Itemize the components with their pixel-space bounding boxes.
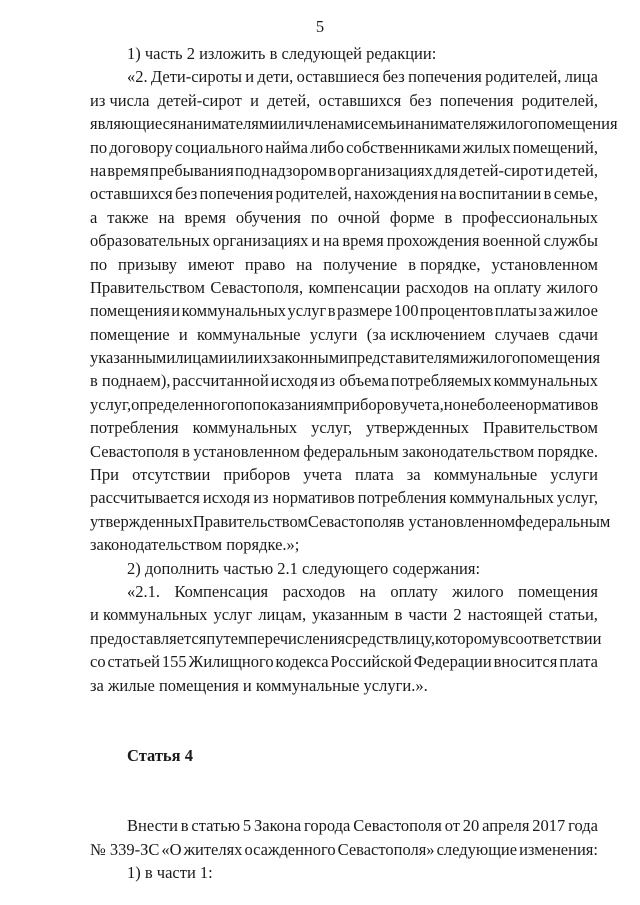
text-line (90, 299, 598, 322)
word: договору (109, 137, 173, 157)
word: образовательных (90, 231, 210, 251)
word: дополнить (144, 558, 220, 578)
word: или (278, 114, 305, 134)
word: детей, (554, 160, 598, 180)
word: города (304, 816, 351, 836)
word: статьи, (548, 605, 598, 625)
word: в (328, 160, 337, 180)
word: 2017 (532, 816, 566, 836)
word: на (296, 254, 313, 274)
word: в установленном (396, 511, 516, 531)
word: попечения (408, 67, 482, 87)
word: помещение (90, 324, 170, 344)
word: часть (144, 44, 183, 63)
word: и (245, 67, 255, 87)
word: размере (337, 301, 393, 321)
word: оставшихся (318, 90, 402, 110)
word: 1: (199, 863, 213, 883)
text-line (90, 861, 598, 884)
word: в порядке, (408, 254, 481, 274)
word: 1) (127, 44, 141, 63)
word: коммунальных (181, 301, 287, 321)
word: организациях (212, 231, 309, 251)
word: в (543, 184, 552, 204)
word: Севастополя (90, 441, 179, 461)
word: семьи (363, 114, 406, 134)
word: определенного (131, 394, 236, 414)
text-line (90, 838, 598, 861)
word: без (382, 67, 405, 87)
word: лицами (175, 348, 228, 368)
word: учета, (400, 394, 444, 414)
word: 4 (184, 745, 193, 765)
word: детей-сирот (157, 90, 242, 110)
word: лицу, (398, 628, 436, 648)
word: услуги (309, 324, 358, 344)
word: Федерации (413, 652, 492, 672)
word: членами (304, 114, 364, 134)
word: приборов (223, 465, 291, 485)
word: порядке.»; (226, 535, 300, 555)
word: Закона (254, 816, 302, 836)
word: также (107, 207, 149, 227)
word: нанимателями (177, 114, 279, 134)
word: указанными (90, 348, 176, 368)
word: родителей, (485, 67, 562, 87)
word: нанимателя (405, 114, 487, 134)
word: без (409, 90, 432, 110)
word: статьей (107, 652, 160, 672)
word: федеральным (303, 441, 399, 461)
word: по (90, 254, 108, 274)
word: следующие (436, 839, 518, 859)
word: жилого (452, 581, 504, 601)
word: либо (310, 137, 344, 157)
word: оплату (390, 581, 438, 601)
word: попечения (199, 184, 274, 204)
text-line (90, 486, 598, 509)
word: приборов (334, 394, 401, 414)
word: за (406, 465, 421, 485)
word: части (408, 605, 448, 625)
word: представителями (348, 348, 469, 368)
text-line (90, 112, 618, 135)
word: Правительством (90, 277, 205, 297)
word: жилого (468, 348, 521, 368)
text-line (90, 533, 598, 556)
text-line (90, 463, 598, 486)
text-line (90, 229, 598, 252)
word: коммунальных (449, 488, 554, 508)
word: не (460, 394, 477, 414)
word: на оплату (473, 277, 542, 297)
word: на (323, 231, 340, 251)
word: в поднаем), (90, 371, 171, 391)
word: жилое (553, 301, 598, 321)
word: показаниям (252, 394, 335, 414)
word: учета (303, 465, 342, 485)
word: расходов (405, 277, 469, 297)
word: кодекса (275, 652, 329, 672)
word: исходя (202, 488, 251, 508)
word: пребывания (149, 160, 234, 180)
word: Севастополя, (210, 277, 304, 297)
word: порядке. (537, 441, 598, 461)
word: «О (161, 839, 182, 859)
word: 2) (127, 558, 141, 578)
word: услуг (213, 605, 253, 625)
word: нормативов (516, 394, 599, 414)
text-line (90, 253, 598, 276)
word: исходя (270, 371, 318, 391)
text-line (90, 136, 598, 159)
word: изложить (199, 44, 266, 63)
word: коммунальные (255, 675, 360, 695)
word: и (242, 675, 252, 695)
word: помещения (537, 114, 618, 134)
word: При (90, 465, 119, 485)
word: очной (337, 207, 380, 227)
word: услуг (287, 301, 327, 321)
word: путем (206, 628, 249, 648)
word: Статья (127, 745, 181, 765)
word: следующей (281, 44, 362, 63)
word: коммунальные (196, 324, 301, 344)
word: время (184, 207, 226, 227)
word: а (90, 207, 98, 227)
text-line (90, 557, 598, 580)
word: военной (482, 231, 541, 251)
word: утвержденных (366, 418, 470, 438)
word: перечисления (248, 628, 345, 648)
word: но (443, 394, 461, 414)
text-line (90, 159, 598, 182)
word: на (158, 207, 175, 227)
word: 20 (462, 816, 480, 836)
word: социального (175, 137, 264, 157)
word: в (180, 816, 189, 836)
word: предоставляется (90, 628, 207, 648)
word: на (440, 184, 457, 204)
word: для (434, 160, 459, 180)
word: службы (543, 231, 598, 251)
paragraph-gap (90, 767, 598, 814)
section-heading (90, 744, 598, 767)
word: следующего (302, 558, 389, 578)
word: лица (564, 67, 598, 87)
text-line (90, 346, 601, 369)
word: помещений, (512, 137, 598, 157)
word: установленном (193, 441, 300, 461)
word: и (171, 301, 181, 321)
text-line (90, 65, 598, 88)
word: время (107, 160, 149, 180)
word: которому (435, 628, 501, 648)
word: редакции: (366, 44, 437, 63)
word: по (235, 394, 253, 414)
word: из числа (90, 90, 150, 110)
word: помещения (158, 675, 239, 695)
word: оставшиеся (296, 67, 380, 87)
page-number: 5 (315, 17, 325, 36)
word: федеральным (515, 511, 611, 531)
word: сдачи (558, 324, 598, 344)
word: в (444, 207, 453, 227)
word: прохождения (386, 231, 480, 251)
word: изменения: (519, 839, 598, 859)
word: Правительством (483, 418, 598, 438)
word: соответствии (508, 628, 602, 648)
word: без (175, 184, 198, 204)
word: обучения (235, 207, 301, 227)
word: случаев (494, 324, 550, 344)
word: содержания: (392, 558, 481, 578)
word: Российской (330, 652, 412, 672)
word: коммунальных (192, 418, 298, 438)
word: потребления (90, 418, 179, 438)
word: или (227, 348, 254, 368)
word: по (90, 137, 108, 157)
text-line (90, 674, 598, 697)
word: коммунальных (493, 371, 598, 391)
word: в (144, 863, 153, 883)
word: 155 (161, 652, 187, 672)
word: услуг, (311, 418, 353, 438)
word: услуг, (90, 394, 132, 414)
word: потребления (357, 488, 447, 508)
word: (за исключением (366, 324, 486, 344)
word: потребляемых (390, 371, 492, 391)
text-line (90, 323, 598, 346)
text-line (90, 580, 598, 603)
word: надзором (261, 160, 328, 180)
word: жилых (462, 137, 511, 157)
word: помещения (90, 301, 170, 321)
word: в (269, 44, 278, 63)
word: жилого (546, 277, 598, 297)
word: указанным (312, 605, 389, 625)
text-line (90, 603, 598, 626)
word: части (156, 863, 196, 883)
word: платы (494, 301, 537, 321)
word: более (476, 394, 517, 414)
word: «2. (127, 67, 148, 87)
word: воспитании (458, 184, 542, 204)
word: законодательством (402, 441, 535, 461)
word: родителей, (521, 90, 598, 110)
word: Севастополя (353, 816, 442, 836)
word: процентов (419, 301, 494, 321)
word: услуги (550, 465, 598, 485)
word: от (444, 816, 460, 836)
text-line (90, 369, 598, 392)
document-body (90, 42, 618, 885)
word: время (342, 231, 384, 251)
word: за (538, 301, 553, 321)
word: настоящей (467, 605, 543, 625)
word: право (244, 254, 286, 274)
word: компенсации (308, 277, 401, 297)
word: установленном (491, 254, 598, 274)
word: и (544, 160, 554, 180)
paragraph-gap (90, 697, 598, 744)
word: найма (265, 137, 309, 157)
word: осажденного (244, 839, 336, 859)
word: 2 (453, 605, 462, 625)
word: услуги.». (363, 675, 428, 695)
word: под (235, 160, 261, 180)
word: плата (354, 465, 394, 485)
word: и (311, 231, 321, 251)
word: со (90, 652, 106, 672)
text-line (90, 814, 598, 837)
word: призыву (118, 254, 178, 274)
word: года (568, 816, 598, 836)
word: попечения (439, 90, 514, 110)
word: жителях (183, 839, 243, 859)
word: лицам, (258, 605, 307, 625)
word: в (394, 605, 403, 625)
word: являющиеся (90, 114, 178, 134)
word: 100 (393, 301, 419, 321)
word: частью (223, 558, 274, 578)
word: в (327, 301, 336, 321)
word: на (90, 160, 107, 180)
word: и коммунальных (90, 605, 208, 625)
word: организациях (337, 160, 433, 180)
word: родителей, (275, 184, 352, 204)
word: получение (323, 254, 398, 274)
word: законными (270, 348, 348, 368)
word: детей-сирот (459, 160, 544, 180)
word: из нормативов (253, 488, 355, 508)
text-line (90, 510, 611, 533)
word: 2 (186, 44, 195, 63)
word: жилого (486, 114, 538, 134)
word: Севастополя» (337, 839, 435, 859)
word: отсутствии (132, 465, 211, 485)
word: детей, (267, 90, 311, 110)
word: дети, (257, 67, 294, 87)
word: собственниками (346, 137, 461, 157)
word: в (182, 441, 190, 461)
text-line (90, 206, 598, 229)
word: оставшихся (90, 184, 173, 204)
word: вносится (493, 652, 558, 672)
word: Жилищного (188, 652, 274, 672)
word: имеют (188, 254, 234, 274)
text-line (90, 440, 598, 463)
word: их (253, 348, 271, 368)
text-line (90, 42, 598, 65)
word: помещения (520, 348, 601, 368)
word: 5 (242, 816, 252, 836)
word: законодательством (90, 535, 223, 555)
word: услуг, (556, 488, 598, 508)
word: 1) (127, 863, 141, 883)
word: статью (191, 816, 241, 836)
word: рассчитывается (90, 488, 200, 508)
text-line (90, 650, 598, 673)
word: 2.1 (277, 558, 298, 578)
word: средств (345, 628, 399, 648)
word: из объема (319, 371, 390, 391)
word: Севастополя (307, 511, 397, 531)
word: по (310, 207, 328, 227)
word: и (250, 90, 259, 110)
word: жилые (107, 675, 155, 695)
word: № 339-ЗС (90, 839, 160, 859)
word: нахождения (354, 184, 439, 204)
word: утвержденных (90, 511, 193, 531)
word: «2.1. (127, 581, 160, 601)
word: Компенсация (174, 581, 269, 601)
text-line (90, 627, 602, 650)
word: Правительством (192, 511, 308, 531)
word: апреля (482, 816, 530, 836)
text-line (90, 393, 598, 416)
word: рассчитанной (172, 371, 269, 391)
text-line (90, 416, 598, 439)
word: за (90, 675, 104, 695)
word: коммунальные (433, 465, 538, 485)
word: на (359, 581, 376, 601)
word: расходов (282, 581, 346, 601)
word: Внести (127, 816, 178, 836)
text-line (90, 89, 598, 112)
word: семье, (553, 184, 598, 204)
word: помещения (518, 581, 598, 601)
text-line (90, 276, 598, 299)
word: и (178, 324, 188, 344)
text-line (90, 182, 598, 205)
word: профессиональных (462, 207, 598, 227)
word: Дети-сироты (150, 67, 242, 87)
word: плата (559, 652, 598, 672)
word: форме (389, 207, 435, 227)
word: в (500, 628, 509, 648)
